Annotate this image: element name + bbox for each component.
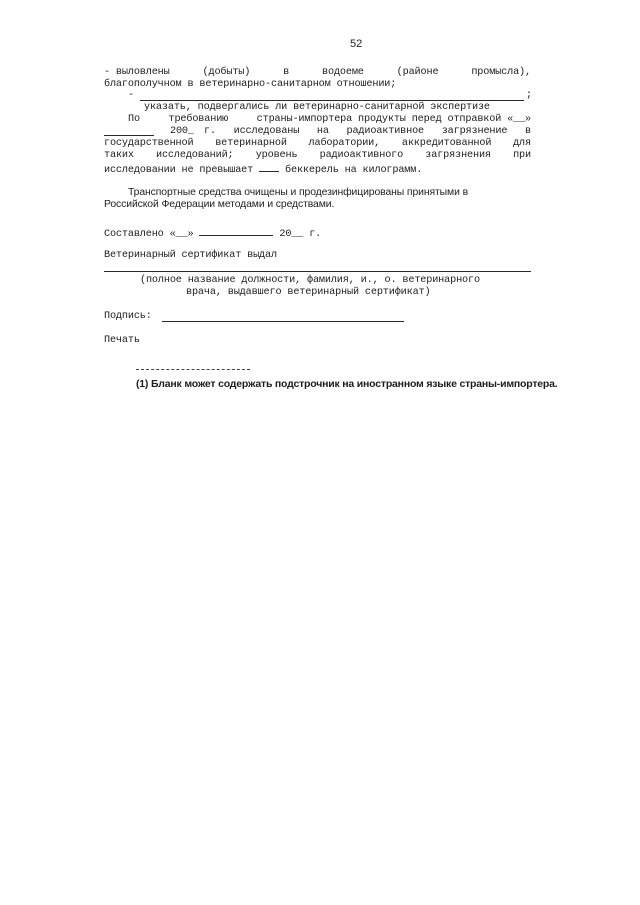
word: для	[513, 138, 531, 149]
word: загрязнения	[425, 150, 491, 161]
footnote: (1) Бланк может содержать подстрочник на иностранном языке страны-импортера.	[136, 378, 558, 390]
line-start: исследовании не превышает	[104, 165, 254, 176]
word: г.	[204, 126, 216, 137]
word: радиоактивное	[346, 126, 425, 137]
word: По	[128, 114, 140, 125]
word: страны-импортера продукты перед отправкой «__»	[256, 114, 531, 125]
para2-line5	[104, 162, 422, 177]
para1-line1	[104, 67, 531, 79]
word: требованию	[168, 114, 229, 125]
line-end: беккерель на килограмм.	[285, 165, 423, 176]
word: водоеме	[322, 67, 364, 78]
word: аккредитованной	[401, 138, 492, 149]
word: государственной	[104, 138, 194, 149]
word: в	[524, 126, 531, 137]
para2-line3	[104, 138, 531, 150]
word: загрязнение	[441, 126, 508, 137]
issued-label: Ветеринарный сертификат выдал	[104, 250, 277, 261]
para1-line2: благополучном в ветеринарно-санитарном отношении;	[104, 79, 397, 90]
compiled-month-blank[interactable]	[199, 226, 273, 236]
word: на	[316, 126, 329, 137]
radiation-level-blank[interactable]	[259, 162, 279, 172]
word: уровень	[255, 150, 298, 161]
issuer-caption-line2: врача, выдавшего ветеринарный сертификат)	[186, 287, 431, 298]
para3-line1: Транспортные средства очищены и продезинфицированы принятыми в	[128, 187, 468, 198]
word: - выловлены	[104, 67, 170, 78]
month-blank[interactable]	[104, 126, 154, 136]
word: исследованы	[233, 126, 300, 137]
compiled-line	[104, 226, 321, 241]
word: (добыты)	[202, 67, 251, 78]
signature-label: Подпись:	[104, 311, 152, 322]
word: при	[513, 150, 531, 161]
compiled-year: 20__ г.	[279, 229, 322, 240]
word: таких	[104, 150, 134, 161]
para2-line1	[128, 114, 531, 126]
para2-line4	[104, 150, 531, 162]
issuer-blank-line[interactable]	[104, 271, 531, 272]
word: радиоактивного	[319, 150, 404, 161]
compiled-label: Составлено «__»	[104, 229, 194, 240]
page-number: 52	[350, 38, 363, 50]
footnote-separator	[136, 369, 250, 370]
word: в	[283, 67, 290, 78]
word: исследований;	[156, 150, 234, 161]
signature-line[interactable]	[162, 321, 404, 322]
year-field: 200_	[170, 126, 194, 137]
word: промысла),	[471, 67, 531, 78]
expertise-blank-line[interactable]	[140, 100, 524, 101]
para1-dash: -	[128, 90, 134, 101]
word: лаборатории,	[308, 138, 381, 149]
issuer-caption-line1: (полное название должности, фамилия, и., о. ветеринарного	[140, 275, 480, 286]
word: ветеринарной	[215, 138, 287, 149]
para1-line3-end: ;	[526, 90, 532, 101]
para3-line2: Российской Федерации методами и средствами.	[104, 199, 335, 210]
word: (районе	[396, 67, 439, 78]
para2-line2	[204, 126, 531, 138]
expertise-caption: указать, подвергались ли ветеринарно-санитарной экспертизе	[144, 102, 490, 113]
stamp-label: Печать	[104, 335, 140, 346]
